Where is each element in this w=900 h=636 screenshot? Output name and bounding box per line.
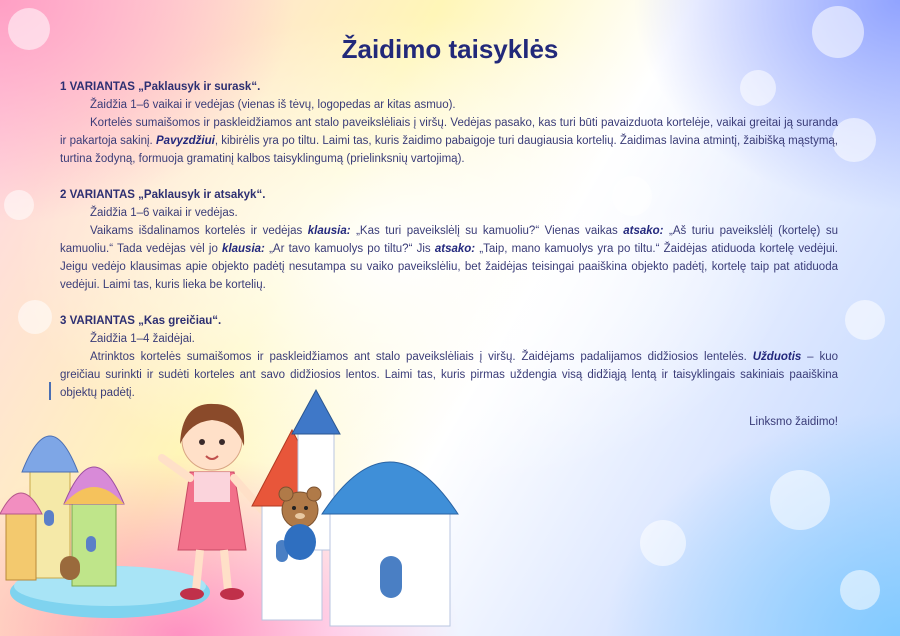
variant-heading: 3 VARIANTAS „Kas greičiau“.	[60, 315, 222, 327]
bokeh-light	[840, 570, 880, 610]
emphasis-label: Užduotis	[752, 351, 802, 363]
variant-section	[60, 186, 838, 294]
emphasis-label: atsako:	[623, 225, 664, 237]
bokeh-light	[832, 118, 876, 162]
body-text: „Taip, mano kamuolys yra po tiltu.“ Žaidėjas atiduoda kortelę vedėjui. Jeigu vedėjo klausimas apie objekto padėtį nesutampa su vaiko paveikslėliu, bet žaidėjas teisingai paaiškina objekto padėtį, kortelę taip pat atiduoda vedėjui. Laimi tas, kuris lieka be kortelių.	[60, 243, 838, 291]
emphasis-label: klausia:	[222, 243, 265, 255]
bokeh-light	[8, 8, 50, 50]
bokeh-light	[845, 300, 885, 340]
bokeh-light	[770, 470, 830, 530]
body-text: Vaikams išdalinamos kortelės ir vedėjas	[90, 225, 308, 237]
page-title: Žaidimo taisyklės	[341, 34, 559, 64]
variant-players: Žaidžia 1–6 vaikai ir vedėjas.	[90, 207, 238, 219]
emphasis-label: klausia:	[307, 225, 351, 237]
bokeh-light	[640, 520, 686, 566]
variant-description	[60, 222, 838, 294]
body-text: „Ar tavo kamuolys po tiltu?“ Jis	[264, 243, 435, 255]
variant-heading: 1 VARIANTAS „Paklausyk ir surask“.	[60, 81, 261, 93]
closing-wish: Linksmo žaidimo!	[749, 416, 838, 428]
body-text: Kortelės sumaišomos ir paskleidžiamos ant stalo paveikslėliais į viršų. Vedėjas pasako, kas turi būti pavaizduota kortelėje, vaikai greitai ją suranda ir pakartoja sakinį.	[60, 117, 838, 147]
bokeh-light	[18, 300, 52, 334]
bokeh-light	[4, 190, 34, 220]
variant-description	[60, 114, 838, 168]
body-text: „Aš turiu paveikslėlį (kortelę) su kamuoliu.“ Tada vedėjas vėl jo	[60, 225, 838, 255]
variant-section	[60, 78, 838, 168]
variant-players: Žaidžia 1–4 žaidėjai.	[90, 333, 195, 345]
body-text: „Kas turi paveikslėlį su kamuoliu?“ Vienas vaikas	[350, 225, 624, 237]
variant-heading: 2 VARIANTAS „Paklausyk ir atsakyk“.	[60, 189, 266, 201]
castle-girl-illustration	[0, 360, 480, 636]
body-text: , kibirėlis yra po tiltu. Laimi tas, kuris žaidimo pabaigoje turi daugiausia kortelių. Žaidimas lavina atmintį, žaibišką mąstymą, turtina žodyną, formuoja gramatinį kalbos taisyklingumą (prielinksnių vartojimą).	[60, 135, 839, 165]
body-text: – kuo greičiau surinkti ir sudėti korteles ant savo didžiosios lentos. Laimi tas, kuris pirmas uždengia visą didžiąją lentą ir taisyklingais sakiniais paaiškina objektų padėtį.	[60, 351, 839, 399]
emphasis-label: atsako:	[434, 243, 476, 255]
variant-players: Žaidžia 1–6 vaikai ir vedėjas (vienas iš tėvų, logopedas ar kitas asmuo).	[90, 99, 456, 111]
emphasis-label: Pavyzdžiui	[156, 135, 215, 147]
body-text: Atrinktos kortelės sumaišomos ir paskleidžiamos ant stalo paveikslėliais į viršų. Žaidėjams padalijamos didžiosios lentelės.	[90, 351, 753, 363]
